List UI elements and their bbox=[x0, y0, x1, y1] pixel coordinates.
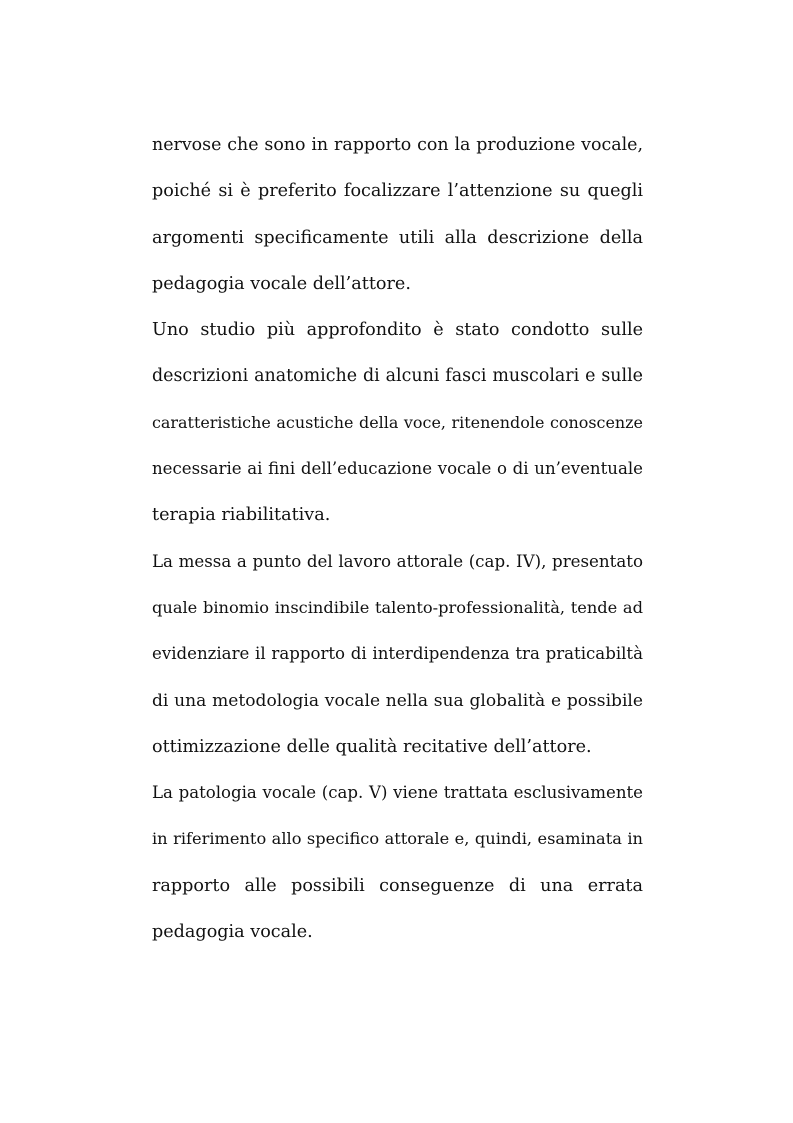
text-line: rapporto alle possibili conseguenze di una errata bbox=[152, 875, 643, 896]
text-line: descrizioni anatomiche di alcuni fasci muscolari e sulle bbox=[152, 366, 643, 387]
text-line: argomenti specificamente utili alla descrizione della bbox=[152, 227, 643, 248]
text-line: quale binomio inscindibile talento-professionalità, tende ad bbox=[152, 597, 643, 617]
text-line: ottimizzazione delle qualità recitative dell’attore. bbox=[152, 736, 592, 757]
text-line: in riferimento allo specifico attorale e, quindi, esaminata in bbox=[152, 829, 643, 849]
text-line: pedagogia vocale. bbox=[152, 922, 313, 943]
text-line: poiché si è preferito focalizzare l’attenzione su quegli bbox=[152, 181, 643, 202]
text-line: di una metodologia vocale nella sua globalità e possibile bbox=[152, 690, 643, 711]
text-line: nervose che sono in rapporto con la produzione vocale, bbox=[152, 135, 643, 155]
text-line: evidenziare il rapporto di interdipendenza tra praticabiltà bbox=[152, 644, 643, 664]
text-line: terapia riabilitativa. bbox=[152, 505, 331, 526]
text-line: Uno studio più approfondito è stato condotto sulle bbox=[152, 320, 643, 341]
text-line: La patologia vocale (cap. V) viene trattata esclusivamente bbox=[152, 783, 643, 803]
text-line: pedagogia vocale dell’attore. bbox=[152, 273, 411, 294]
text-line: caratteristiche acustiche della voce, ritenendole conoscenze bbox=[152, 412, 643, 432]
text-line: La messa a punto del lavoro attorale (cap. IV), presentato bbox=[152, 551, 643, 571]
text-line: necessarie ai fini dell’educazione vocale o di un’eventuale bbox=[152, 459, 643, 479]
body-text bbox=[152, 126, 643, 959]
